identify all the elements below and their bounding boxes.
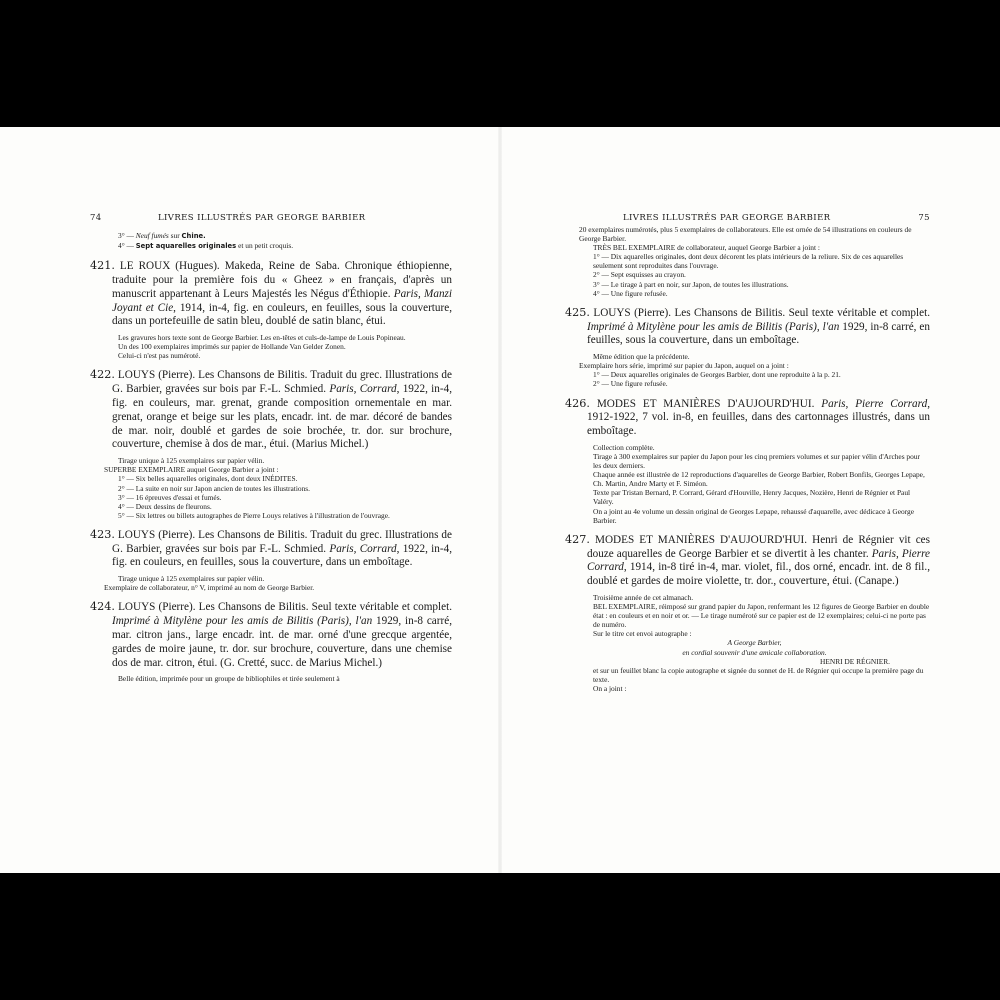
note-line: Tirage à 300 exemplaires sur papier du Japon pour les cinq premiers volumes et sur papier vélin d'Arches pour les deux derniers. [593,452,920,471]
note-line: 1° — Deux aquarelles originales de Georges Barbier, dont une reproduite à la p. 21. [593,370,841,380]
right-page [502,127,1000,873]
note-line: 20 exemplaires numérotés, plus 5 exemplaires de collaborateurs. Elle est ornée de 54 illustrations en couleurs de George Barbier. [579,225,912,244]
note-line: 4° — Deux dessins de fleurons. [118,501,212,511]
note-line: Collection complète. [593,442,655,452]
note-line: BEL EXEMPLAIRE, réimposé sur grand papier du Japon, renfermant les 12 figures de George Barbier en double état : en couleurs et en noir et or. — Le tirage numéroté sur ce papier est de 12 exemplaires; celui-ci ne porte pas de numéro. [593,602,930,630]
entry-description: 424. LOUYS (Pierre). Les Chansons de Bilitis. Seul texte véritable et complet. Imprimé à Mitylène pour les amis de Bilitis (Paris), l'an 1929, in-8 carré, mar. citron jans., large encadr. int. de mar. orné d'une grecque argentée, gardes de moire jaune, tr. dor. sur brochure, couverture, dans une chemise dos de mar. citron, étui. (G. Cretté, succ. de Marius Michel.) [90,600,452,669]
catalogue-entry-421 [90,259,452,360]
note-line: 3° — 16 épreuves d'essai et fumés. [118,492,222,502]
dedication-signature: HENRI DE RÉGNIER. [820,656,890,666]
catalogue-entry-427 [565,533,930,693]
note-line: Troisième année de cet almanach. [593,592,694,602]
catalogue-entry-425 [565,306,930,389]
note-line: Exemplaire hors série, imprimé sur papier du Japon, auquel on a joint : [579,361,789,371]
catalogue-entry-423 [90,528,452,593]
note-line: 2° — Sept esquisses au crayon. [593,270,686,280]
note-line: SUPERBE EXEMPLAIRE auquel George Barbier a joint : [104,465,279,475]
note-line: Sur le titre cet envoi autographe : [593,629,692,639]
note-line: et sur un feuillet blanc la copie autographe et signée du sonnet de H. de Régnier qui occupe la première page du texte. [593,665,924,684]
note-line: Chaque année est illustrée de 12 reproductions d'aquarelles de George Barbier, Robert Bonfils, Georges Lepape, Ch. Martin, Andre Marty et F. Siméon. [593,470,925,489]
note-line: 2° — La suite en noir sur Japon ancien de toutes les illustrations. [118,483,310,493]
entry-description: 427. MODES ET MANIÈRES D'AUJOURD'HUI. Henri de Régnier vit ces douze aquarelles de George Barbier et se divertit à les chanter. Paris, Pierre Corrard, 1914, in-8 tiré in-4, mar. violet, fil., dos orné, encadr. int. de 8 fil., doublé et gardes de moire violette, tr. dor., couverture, étui. (Canape.) [565,532,930,588]
catalogue-entry-424 [90,600,452,683]
note-line: 1° — Six belles aquarelles originales, dont deux INÉDITES. [118,474,298,484]
note-line: Tirage unique à 125 exemplaires sur papier vélin. [118,574,265,584]
background-band [0,873,1000,1000]
catalogue-entry-426 [565,397,930,525]
note-line: On a joint au 4e volume un dessin original de Georges Lepape, rehaussé d'aquarelle, avec dédicace à George Barbier. [593,506,914,525]
entry-description: 421. LE ROUX (Hugues). Makeda, Reine de Saba. Chronique éthiopienne, traduite pour la première fois du « Gheez » en français, d'après un manuscrit appartenant à Leurs Majestés les Négus d'Éthiopie. Paris, Manzi Joyant et Cie, 1914, in-4, fig. en couleurs, en feuilles, sous la couverture, dans un portefeuille de satin bleu, doublé de satin blanc, étui. [90,259,452,328]
note-line: 1° — Dix aquarelles originales, dont deux décorent les plats intérieurs de la reliure. Six de ces aquarelles seulement sont reproduites dans l'ouvrage. [593,252,904,271]
note-line: 5° — Six lettres ou billets autographes de Pierre Louys relatives à l'illustration de l'ouvrage. [118,510,390,520]
note-line: On a joint : [593,683,627,693]
continuation-notes-left [104,231,452,251]
note-line: 4° — Une figure refusée. [593,288,668,298]
left-page [0,127,498,873]
entry-notes [579,593,930,693]
note-line: Celui-ci n'est pas numéroté. [118,351,201,361]
note-line: 3° — Le tirage à part en noir, sur Japon, de toutes les illustrations. [593,279,789,289]
dedication-line: A George Barbier, [727,638,782,648]
note-line: Texte par Tristan Bernard, P. Corrard, Gérard d'Houville, Henry Jacques, Nozière, Henri de Régnier et Paul Valéry. [593,488,911,507]
running-title-right: LIVRES ILLUSTRÉS PAR GEORGE BARBIER [623,213,831,223]
continuation-line: 4° — Sept aquarelles originales et un petit croquis. [118,241,294,251]
entry-notes [579,443,930,525]
entry-notes [104,574,452,592]
page-number-right: 75 [918,213,930,223]
note-line: 2° — Une figure refusée. [593,379,668,389]
page-number-left: 74 [90,213,102,223]
catalogue-entry-422 [90,368,452,519]
entry-description: 425. LOUYS (Pierre). Les Chansons de Bilitis. Seul texte véritable et complet. Imprimé à Mitylène pour les amis de Bilitis (Paris), l'an 1929, in-8 carré, en feuilles, sous la couverture, dans un emboîtage. [565,305,930,347]
entry-description: 423. LOUYS (Pierre). Les Chansons de Bilitis. Traduit du grec. Illustrations de G. Barbier, gravées sur bois par F.-L. Schmied. Paris, Corrard, 1922, in-4, fig. en couleurs, en feuilles, sous la couverture, dans un emboîtage. [90,527,452,569]
continuation-notes-right [579,225,930,298]
dedication-line: en cordial souvenir d'une amicale collaboration. [682,647,827,657]
note-line: Même édition que la précédente. [593,352,690,362]
note-line: Tirage unique à 125 exemplaires sur papier vélin. [118,456,265,466]
note-line: Belle édition, imprimée pour un groupe de bibliophiles et tirée seulement à [118,674,340,684]
entry-notes [579,352,930,388]
entry-notes [104,674,452,683]
note-line: Les gravures hors texte sont de George Barbier. Les en-têtes et culs-de-lampe de Louis Popineau. [118,333,406,343]
continuation-line: 3° — Neuf fumés sur Chine. [118,231,206,240]
entry-notes [104,333,452,360]
note-line: Un des 100 exemplaires imprimés sur papier de Hollande Van Gelder Zonen. [118,342,346,352]
entry-description: 422. LOUYS (Pierre). Les Chansons de Bilitis. Traduit du grec. Illustrations de G. Barbier, gravées sur bois par F.-L. Schmied. Paris, Corrard, 1922, in-4, fig. en couleurs, mar. grenat, grande composition ornementale en mar. grenat, orange et beige sur les plats, encadr. int. de mar. décoré de bandes de mar. noir, doublé et gardes de soie brochée, tr. dor. sur brochure, couverture, chemise à dos de mar., étui. (Marius Michel.) [90,368,452,451]
running-title-left: LIVRES ILLUSTRÉS PAR GEORGE BARBIER [158,213,366,223]
book-spread [0,127,1000,873]
note-line: TRÈS BEL EXEMPLAIRE de collaborateur, auquel George Barbier a joint : [593,243,820,253]
note-line: Exemplaire de collaborateur, n° V, imprimé au nom de George Barbier. [104,583,315,593]
entry-notes [104,456,452,520]
entry-description: 426. MODES ET MANIÈRES D'AUJOURD'HUI. Paris, Pierre Corrard, 1912-1922, 7 vol. in-8, en feuilles, dans des cartonnages illustrés, dans un emboîtage. [565,396,930,438]
